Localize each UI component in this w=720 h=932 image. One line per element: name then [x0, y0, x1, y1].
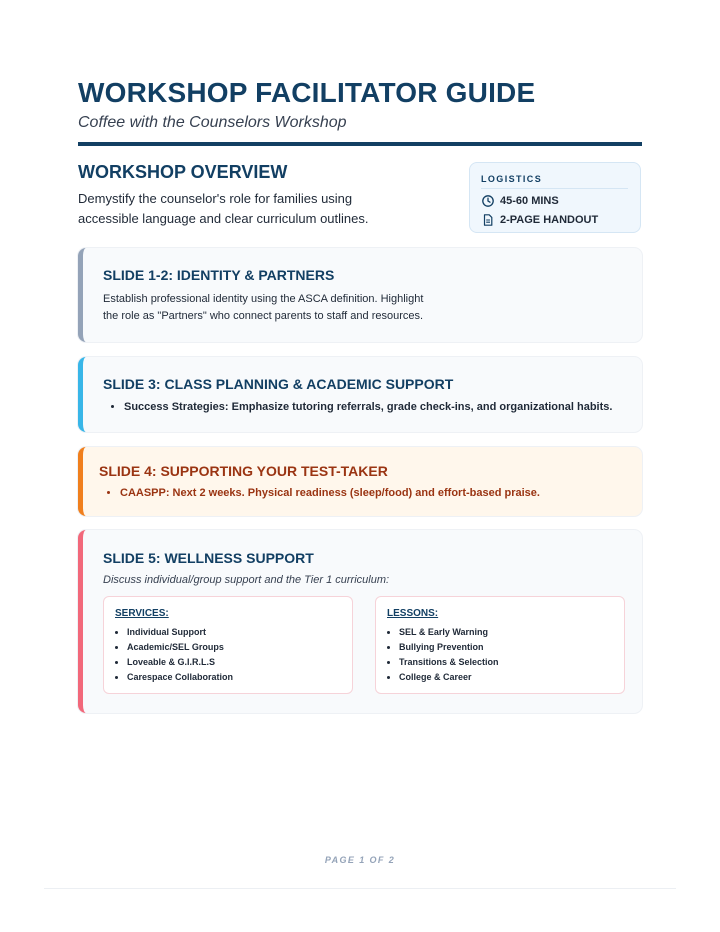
slide-1-2-body: Establish professional identity using the ASCA definition. Highlight the role as "Partners" who connect parents to staff and resources. [103, 293, 424, 322]
list-item: • CAASPP: Next 2 weeks. Physical readiness (sleep/food) and effort-based praise. [120, 487, 642, 499]
logistics-label: LOGISTICS [481, 174, 628, 189]
lessons-heading: LESSONS: [387, 608, 439, 619]
title-divider [78, 142, 642, 146]
slide-4-heading: SLIDE 4: SUPPORTING YOUR TEST-TAKER [99, 463, 388, 479]
list-item: • Academic/SEL Groups [127, 640, 352, 655]
services-box [103, 596, 353, 694]
slide-3-bullet-text: Emphasize tutoring referrals, grade check-ins, and organizational habits. [228, 401, 613, 413]
logistics-box [469, 162, 641, 233]
slide-5-card [78, 530, 642, 713]
overview-heading: WORKSHOP OVERVIEW [78, 162, 288, 182]
clock-icon [481, 194, 495, 208]
logistics-item-handout [481, 213, 628, 227]
logistics-item-duration [481, 194, 628, 208]
list-item: • College & Career [399, 670, 624, 685]
slide-1-2-heading: SLIDE 1-2: IDENTITY & PARTNERS [103, 267, 335, 283]
lessons-box [375, 596, 625, 694]
list-item: • Loveable & G.I.R.L.S [127, 655, 352, 670]
services-heading: SERVICES: [115, 608, 169, 619]
slide-4-list [99, 487, 642, 499]
list-item: • Bullying Prevention [399, 640, 624, 655]
slide-4-card [78, 447, 642, 516]
document-subtitle: Coffee with the Counselors Workshop [78, 114, 347, 131]
overview-text: Demystify the counselor's role for families using accessible language and clear curriculum outlines. [78, 191, 369, 226]
slide-5-heading: SLIDE 5: WELLNESS SUPPORT [103, 550, 314, 566]
list-item: • Carespace Collaboration [127, 670, 352, 685]
list-item [124, 401, 642, 413]
list-item: • SEL & Early Warning [399, 625, 624, 640]
lessons-list [387, 625, 624, 685]
logistics-handout: 2-PAGE HANDOUT [500, 214, 599, 226]
slide-3-heading: SLIDE 3: CLASS PLANNING & ACADEMIC SUPPORT [103, 376, 454, 392]
footer-divider [44, 888, 676, 889]
document-title: WORKSHOP FACILITATOR GUIDE [78, 77, 536, 108]
slide-5-intro: Discuss individual/group support and the Tier 1 curriculum: [103, 574, 390, 586]
slide-1-2-card [78, 248, 642, 342]
list-item: • Transitions & Selection [399, 655, 624, 670]
page-number: PAGE 1 OF 2 [324, 855, 396, 865]
list-item: • Individual Support [127, 625, 352, 640]
slide-3-bullet-label: Success Strategies: [124, 401, 229, 413]
document-icon [481, 213, 495, 227]
services-list [115, 625, 352, 685]
logistics-duration: 45-60 MINS [500, 195, 559, 207]
slide-3-list [103, 401, 642, 413]
slide-3-card [78, 357, 642, 432]
